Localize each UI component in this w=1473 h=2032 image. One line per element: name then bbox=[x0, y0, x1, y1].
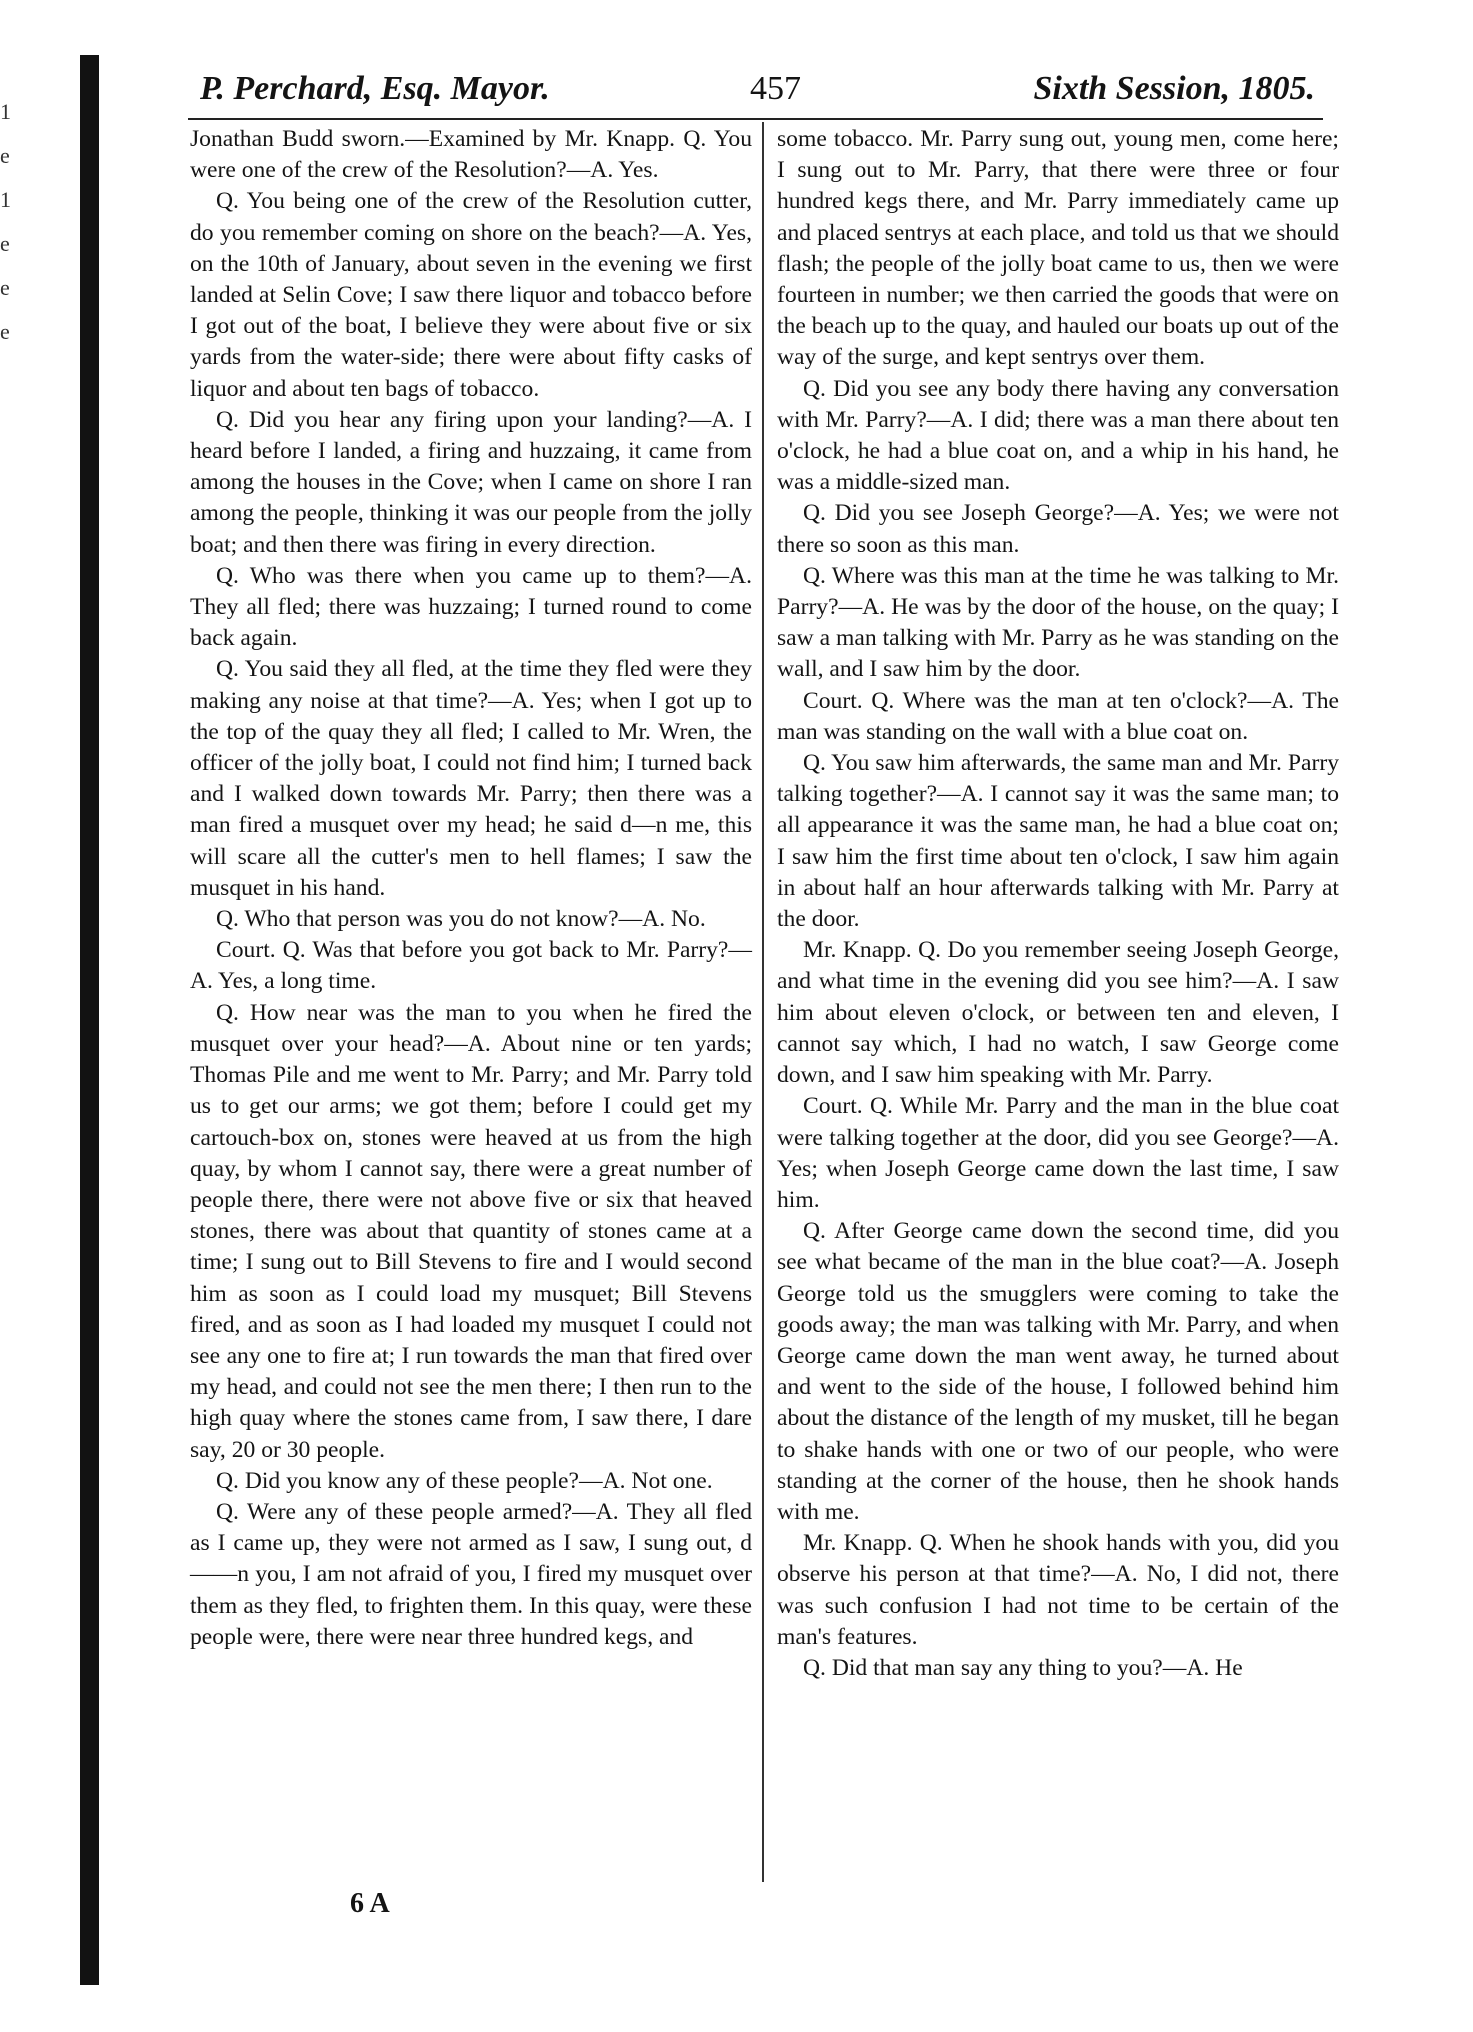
paragraph: Jonathan Budd sworn.—Examined by Mr. Knapp. Q. You were one of the crew of the Resolution?—A. Yes. bbox=[190, 126, 752, 184]
header-session: Sixth Session, 1805. bbox=[1033, 70, 1315, 107]
paragraph: Q. After George came down the second time, did you see what became of the man in the blue coat?—A. Joseph George told us the smugglers were coming to take the goods away; the man was talking with Mr. Parry, and when George came down the man went away, he turned about and went to the side of the house, I followed behind him about the distance of the length of my musket, till he began to shake hands with one or two of our people, who were standing at the corner of the house, then he shook hands with me. bbox=[777, 1218, 1339, 1525]
paragraph: Q. Did you see any body there having any conversation with Mr. Parry?—A. I did; there was a man there about ten o'clock, he had a blue coat on, and a whip in his hand, he was a middle-sized man. bbox=[777, 375, 1339, 496]
paragraph: Q. How near was the man to you when he fired the musquet over your head?—A. About nine or ten yards; Thomas Pile and me went to Mr. Parry; and Mr. Parry told us to get our arms; we got them; before I could get my cartouch-box on, stones were heaved at us from the high quay, by whom I cannot say, there were a great number of people there, there were not above five or six that heaved stones, there was about that quantity of stones came at a time; I sung out to Bill Stevens to fire and I would second him as soon as I could load my musquet; Bill Stevens fired, and as soon as I had loaded my musquet I could not see any one to fire at; I run towards the man that fired over my head, and could not see the men there; I then run to the high quay where the stones came from, I saw there, I dare say, 20 or 30 people. bbox=[190, 999, 752, 1463]
paragraph: Court. Q. Where was the man at ten o'clock?—A. The man was standing on the wall with a blue coat on. bbox=[777, 687, 1339, 745]
page-binding-edge bbox=[80, 55, 99, 1985]
paragraph: Q. Were any of these people armed?—A. They all fled as I came up, they were not armed as I saw, I sung out, d——n you, I am not afraid of you, I fired my musquet over them as they fled, to frighten them. In this quay, were these people were, there were near three hundred kegs, and bbox=[190, 1498, 752, 1650]
margin-mark: e bbox=[0, 143, 10, 168]
running-header bbox=[200, 70, 1315, 130]
paragraph: Q. You saw him afterwards, the same man and Mr. Parry talking together?—A. I cannot say it was the same man; to all appearance it was the same man, he had a blue coat on; I saw him the first time about ten o'clock, I saw him again in about half an hour afterwards talking with Mr. Parry at the door. bbox=[777, 750, 1339, 933]
paragraph: Mr. Knapp. Q. Do you remember seeing Joseph George, and what time in the evening did you see him?—A. I saw him about eleven o'clock, or between ten and eleven, I cannot say which, I had no watch, I saw George come down, and I saw him speaking with Mr. Parry. bbox=[777, 937, 1339, 1089]
margin-marks bbox=[0, 90, 20, 1090]
paragraph: Q. Who that person was you do not know?—A. No. bbox=[216, 906, 706, 933]
margin-mark: e bbox=[0, 319, 10, 344]
paragraph: Q. Did you hear any firing upon your landing?—A. I heard before I landed, a firing and huzzaing, it came from among the houses in the Cove; when I came on shore I ran among the people, thinking it was our people from the jolly boat; and then there was firing in every direction. bbox=[190, 406, 752, 558]
right-column bbox=[777, 124, 1339, 1684]
paragraph: Q. Where was this man at the time he was talking to Mr. Parry?—A. He was by the door of the house, on the quay; I saw a man talking with Mr. Parry as he was standing on the wall, and I saw him by the door. bbox=[777, 562, 1339, 683]
signature-mark: 6 A bbox=[350, 1888, 390, 1919]
paragraph: Q. Did you know any of these people?—A. Not one. bbox=[216, 1467, 713, 1494]
column-divider bbox=[762, 122, 764, 1882]
paragraph: Q. Did that man say any thing to you?—A. He bbox=[803, 1654, 1243, 1681]
paragraph: Q. Did you see Joseph George?—A. Yes; we were not there so soon as this man. bbox=[777, 500, 1339, 558]
paragraph: Q. Who was there when you came up to them?—A. They all fled; there was huzzaing; I turned round to come back again. bbox=[190, 562, 752, 652]
paragraph: Mr. Knapp. Q. When he shook hands with you, did you observe his person at that time?—A. No, I did not, there was such confusion I had not time to be certain of the man's features. bbox=[777, 1530, 1339, 1650]
paragraph: Q. You being one of the crew of the Resolution cutter, do you remember coming on shore on the beach?—A. Yes, on the 10th of January, about seven in the evening we first landed at Selin Cove; I saw there liquor and tobacco before I got out of the boat, I believe they were about five or six yards from the water-side; there were about fifty casks of liquor and about ten bags of tobacco. bbox=[190, 188, 752, 402]
left-column bbox=[190, 124, 752, 1653]
paragraph: Court. Q. While Mr. Parry and the man in the blue coat were talking together at the door, did you see George?—A. Yes; when Joseph George came down the last time, I saw him. bbox=[777, 1093, 1339, 1213]
margin-mark: 1 bbox=[0, 99, 11, 124]
paragraph: Q. You said they all fled, at the time they fled were they making any noise at that time?—A. Yes; when I got up to the top of the quay they all fled; I called to Mr. Wren, the officer of the jolly boat, I could not find him; I turned back and I walked down towards Mr. Parry; then there was a man fired a musquet over my head; he said d—n me, this will scare all the cutter's men to hell flames; I saw the musquet in his hand. bbox=[190, 656, 752, 901]
paragraph: Court. Q. Was that before you got back to Mr. Parry?—A. Yes, a long time. bbox=[190, 937, 752, 995]
margin-mark: e bbox=[0, 275, 10, 300]
paragraph: some tobacco. Mr. Parry sung out, young men, come here; I sung out to Mr. Parry, that there were three or four hundred kegs there, and Mr. Parry immediately came up and placed sentrys at each place, and told us that we should flash; the people of the jolly boat came to us, then we were fourteen in number; we then carried the goods that were on the beach up to the quay, and hauled our boats up out of the way of the surge, and kept sentrys over them. bbox=[777, 126, 1339, 371]
margin-mark: 1 bbox=[0, 187, 11, 212]
page-number: 457 bbox=[750, 70, 801, 107]
header-mayor: P. Perchard, Esq. Mayor. bbox=[200, 70, 550, 107]
margin-mark: e bbox=[0, 231, 10, 256]
header-rule bbox=[188, 118, 1323, 120]
